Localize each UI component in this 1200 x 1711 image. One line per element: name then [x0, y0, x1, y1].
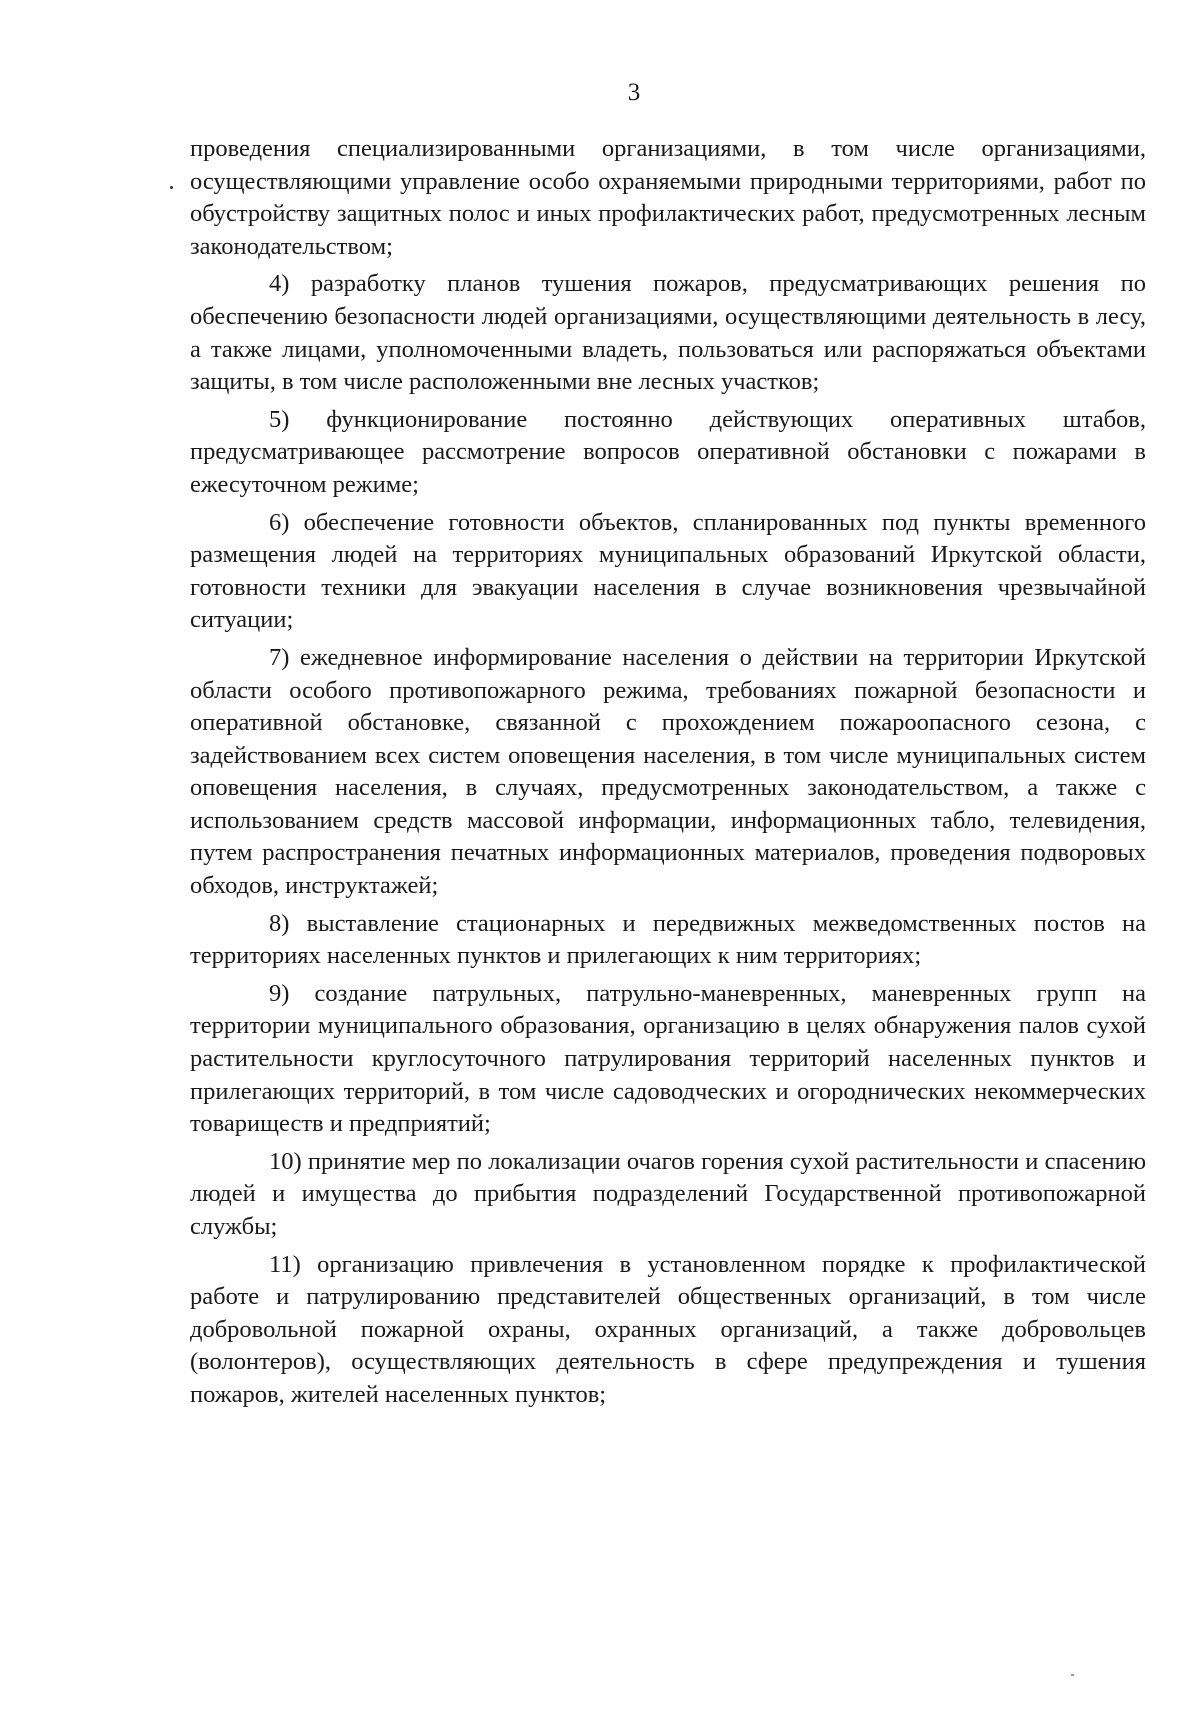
paragraph-continuation: проведения специализированными организациями, в том числе организациями, осуществляющими управление особо охраняемыми природными территориями, работ по обустройству защитных полос и иных профилактических работ, предусмотренных лесным законодательством; — [190, 135, 1146, 260]
document-body — [190, 133, 1146, 1417]
paragraph-item-11: 11) организацию привлечения в установленном порядке к профилактической работе и патрулированию представителей общественных организаций, в том числе добровольной пожарной охраны, охранных организаций, а также добровольцев (волонтеров), осуществляющих деятельность в сфере предупреждения и тушения пожаров, жителей населенных пунктов; — [190, 1250, 1146, 1408]
scan-artifact-mark — [1071, 1674, 1074, 1676]
paragraph-item-4: 4) разработку планов тушения пожаров, предусматривающих решения по обеспечению безопасности людей организациями, осуществляющими деятельность в лесу, а также лицами, уполномоченными владеть, пользоваться или распоряжаться объектами защиты, в том числе расположенными вне лесных участков; — [190, 270, 1146, 396]
paragraph-item-5: 5) функционирование постоянно действующих оперативных штабов, предусматривающее рассмотрение вопросов оперативной обстановки с пожарами в ежесуточном режиме; — [190, 405, 1146, 498]
paragraph-item-10: 10) принятие мер по локализации очагов горения сухой растительности и спасению людей и имущества до прибытия подразделений Государственной противопожарной службы; — [190, 1147, 1146, 1240]
paragraph-item-6: 6) обеспечение готовности объектов, спланированных под пункты временного размещения людей на территориях муниципальных образований Иркутской области, готовности техники для эвакуации населения в случае возникновения чрезвычайной ситуации; — [190, 508, 1146, 634]
page-number: 3 — [627, 79, 641, 106]
paragraph-item-7: 7) ежедневное информирование населения о действии на территории Иркутской области особого противопожарного режима, требованиях пожарной безопасности и оперативной обстановке, связанной с прохождением пожароопасного сезона, с задействованием всех систем оповещения населения, в том числе муниципальных систем оповещения населения, в случаях, предусмотренных законодательством, а также с использованием средств массовой информации, информационных табло, телевидения, путем распространения печатных информационных материалов, проведения подворовых обходов, инструктажей; — [190, 643, 1146, 900]
scan-artifact-dot — [170, 186, 173, 189]
paragraph-item-8: 8) выставление стационарных и передвижных межведомственных постов на территориях населенных пунктов и прилегающих к ним территориях; — [190, 909, 1146, 970]
paragraph-item-9: 9) создание патрульных, патрульно-маневренных, маневренных групп на территории муниципального образования, организацию в целях обнаружения палов сухой растительности круглосуточного патрулирования территорий населенных пунктов и прилегающих территорий, в том числе садоводческих и огороднических некоммерческих товариществ и предприятий; — [190, 979, 1146, 1138]
